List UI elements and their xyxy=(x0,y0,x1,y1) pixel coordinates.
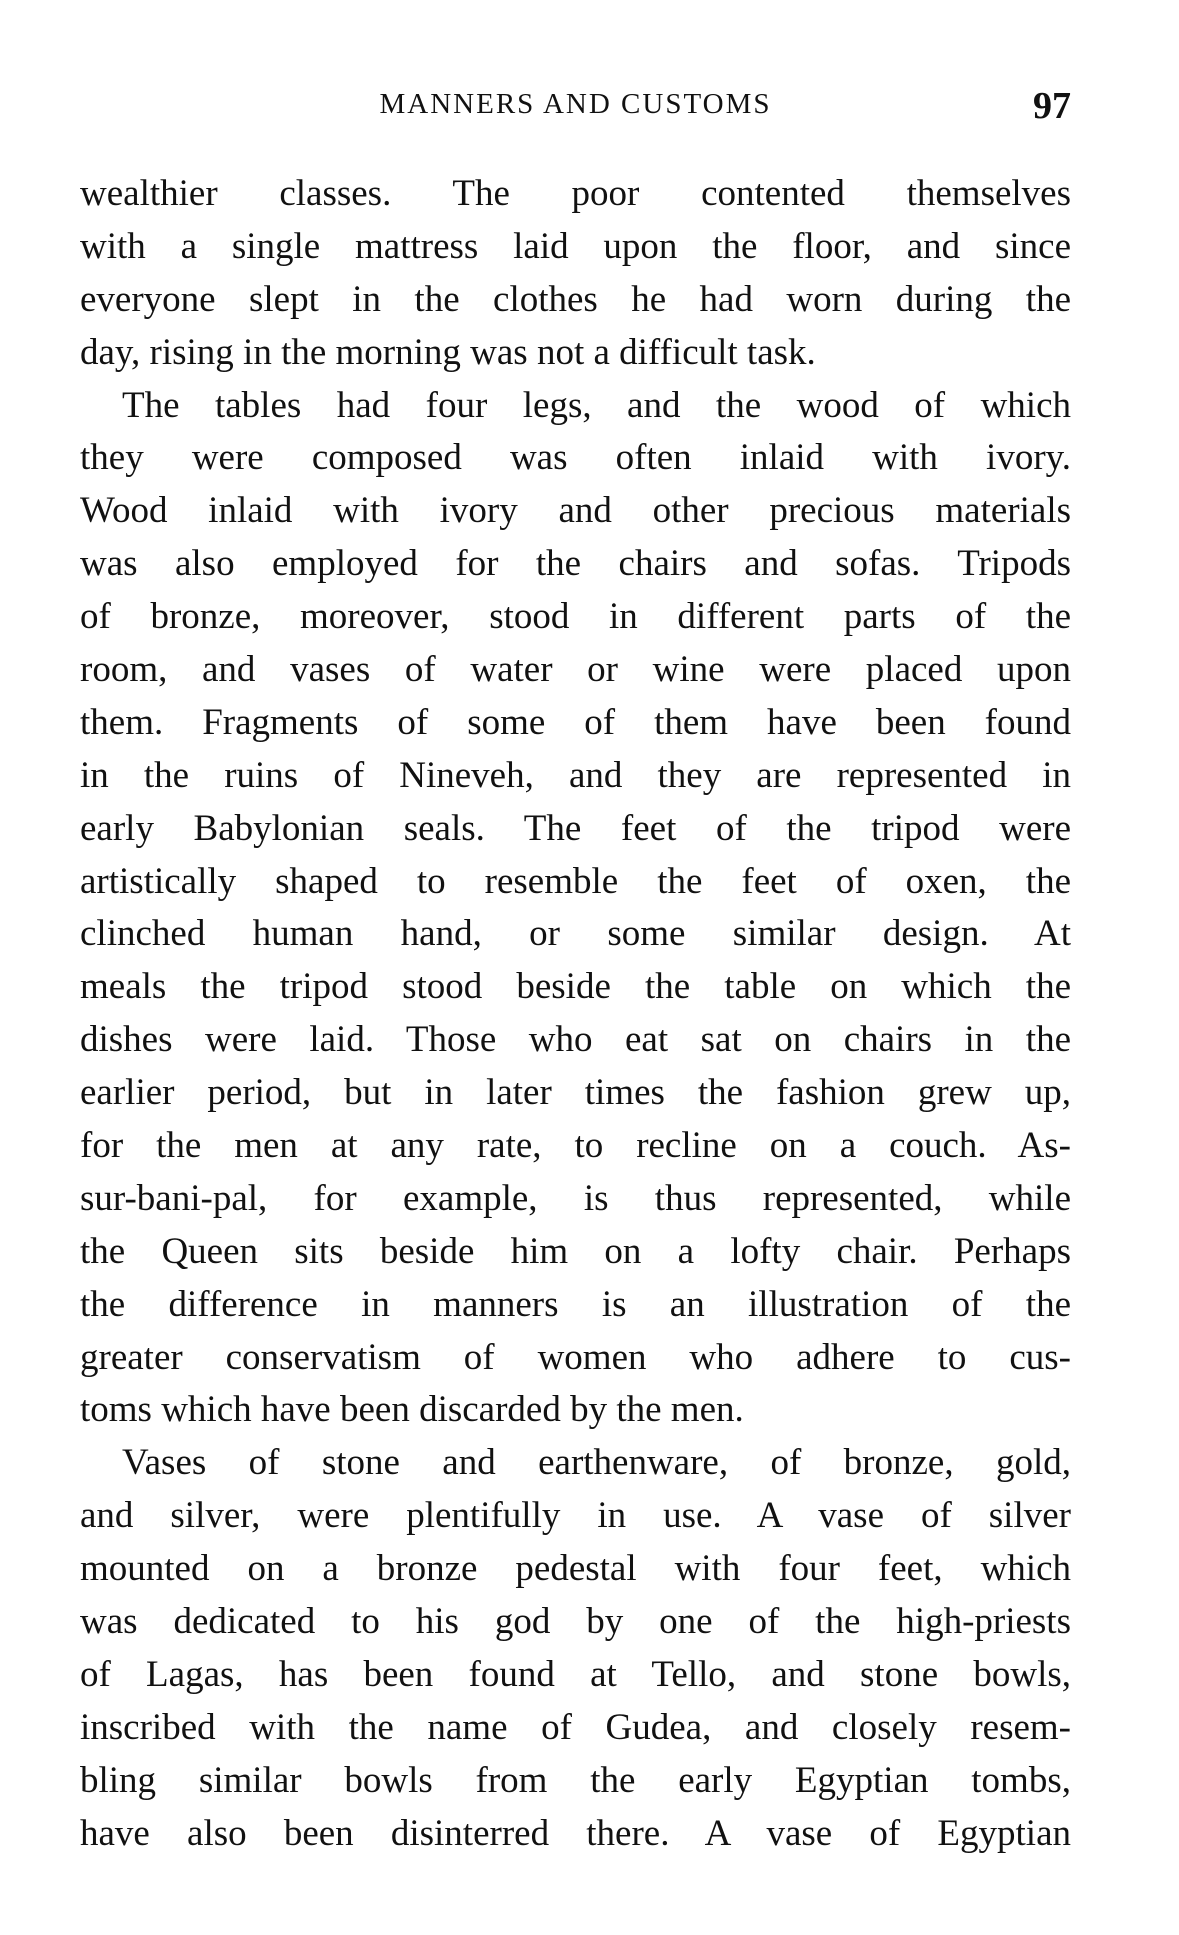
text-line: Wood inlaid with ivory and other precious materials xyxy=(80,490,1071,532)
text-line: everyone slept in the clothes he had worn during the xyxy=(80,278,1071,320)
text-line: meals the tripod stood beside the table on which the xyxy=(80,966,1071,1008)
text-line: bling similar bowls from the early Egyptian tombs, xyxy=(80,1759,1071,1801)
text-line: Vases of stone and earthenware, of bronze, gold, xyxy=(122,1442,1071,1484)
body-text xyxy=(80,168,1071,1861)
text-line: for the men at any rate, to recline on a couch. As- xyxy=(80,1125,1071,1167)
text-line: of bronze, moreover, stood in different parts of the xyxy=(80,596,1071,638)
text-line: The tables had four legs, and the wood of which xyxy=(122,384,1071,426)
text-line: of Lagas, has been found at Tello, and stone bowls, xyxy=(80,1653,1071,1695)
text-line: clinched human hand, or some similar design. At xyxy=(80,913,1071,955)
text-line: early Babylonian seals. The feet of the tripod were xyxy=(80,807,1071,849)
text-line: in the ruins of Nineveh, and they are represented in xyxy=(80,754,1071,796)
running-title: MANNERS AND CUSTOMS xyxy=(379,88,772,120)
text-line: they were composed was often inlaid with ivory. xyxy=(80,437,1071,479)
text-line: was dedicated to his god by one of the high-priests xyxy=(80,1601,1071,1643)
text-line: and silver, were plentifully in use. A vase of silver xyxy=(80,1495,1071,1537)
text-line: toms which have been discarded by the men. xyxy=(80,1389,744,1431)
text-line: have also been disinterred there. A vase of Egyptian xyxy=(80,1812,1071,1854)
text-line: wealthier classes. The poor contented themselves xyxy=(80,173,1071,214)
text-line: room, and vases of water or wine were placed upon xyxy=(80,649,1071,691)
text-line: inscribed with the name of Gudea, and closely resem- xyxy=(80,1706,1071,1748)
text-line: was also employed for the chairs and sofas. Tripods xyxy=(80,543,1071,585)
text-line: with a single mattress laid upon the floor, and since xyxy=(80,225,1071,267)
text-line: them. Fragments of some of them have been found xyxy=(80,701,1071,743)
page-number: 97 xyxy=(1033,85,1071,127)
text-line: sur-bani-pal, for example, is thus represented, while xyxy=(80,1177,1071,1219)
text-line: the difference in manners is an illustration of the xyxy=(80,1283,1071,1325)
text-line: dishes were laid. Those who eat sat on chairs in the xyxy=(80,1019,1071,1061)
text-line: artistically shaped to resemble the feet of oxen, the xyxy=(80,860,1071,902)
text-line: mounted on a bronze pedestal with four feet, which xyxy=(80,1548,1071,1590)
text-line: day, rising in the morning was not a difficult task. xyxy=(80,331,816,373)
text-line: greater conservatism of women who adhere to cus- xyxy=(80,1336,1071,1378)
text-line: earlier period, but in later times the fashion grew up, xyxy=(80,1072,1071,1114)
page-header xyxy=(80,85,1071,128)
text-line: the Queen sits beside him on a lofty chair. Perhaps xyxy=(80,1230,1071,1272)
